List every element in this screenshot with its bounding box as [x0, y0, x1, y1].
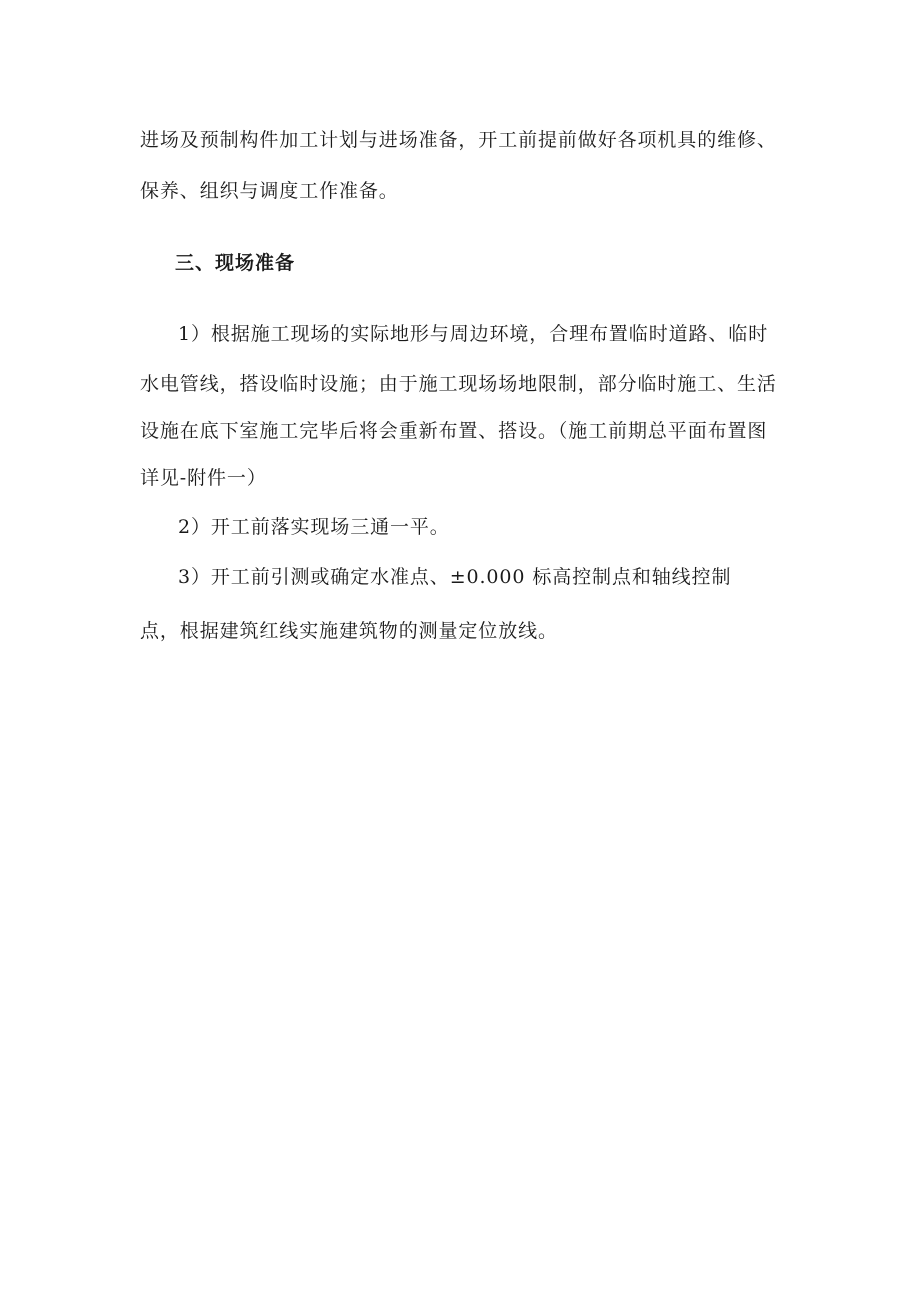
intro-line-2: 保养、组织与调度工作准备。	[140, 180, 399, 202]
item1-line-1: 1）根据施工现场的实际地形与周边环境，合理布置临时道路、临时	[178, 323, 769, 345]
item2-line: 2）开工前落实现场三通一平。	[178, 516, 450, 538]
item1-line-4: 详见-附件一）	[140, 467, 267, 489]
item3-line-2: 点，根据建筑红线实施建筑物的测量定位放线。	[140, 620, 558, 642]
item1-line-2: 水电管线，搭设临时设施；由于施工现场场地限制，部分临时施工、生活	[140, 373, 777, 395]
intro-line-1: 进场及预制构件加工计划与进场准备，开工前提前做好各项机具的维修、	[140, 129, 777, 151]
item1-line-3: 设施在底下室施工完毕后将会重新布置、搭设。（施工前期总平面布置图	[140, 420, 768, 442]
item3-line-1: 3）开工前引测或确定水准点、±0.000 标高控制点和轴线控制	[178, 566, 732, 588]
section-heading: 三、现场准备	[175, 252, 296, 274]
